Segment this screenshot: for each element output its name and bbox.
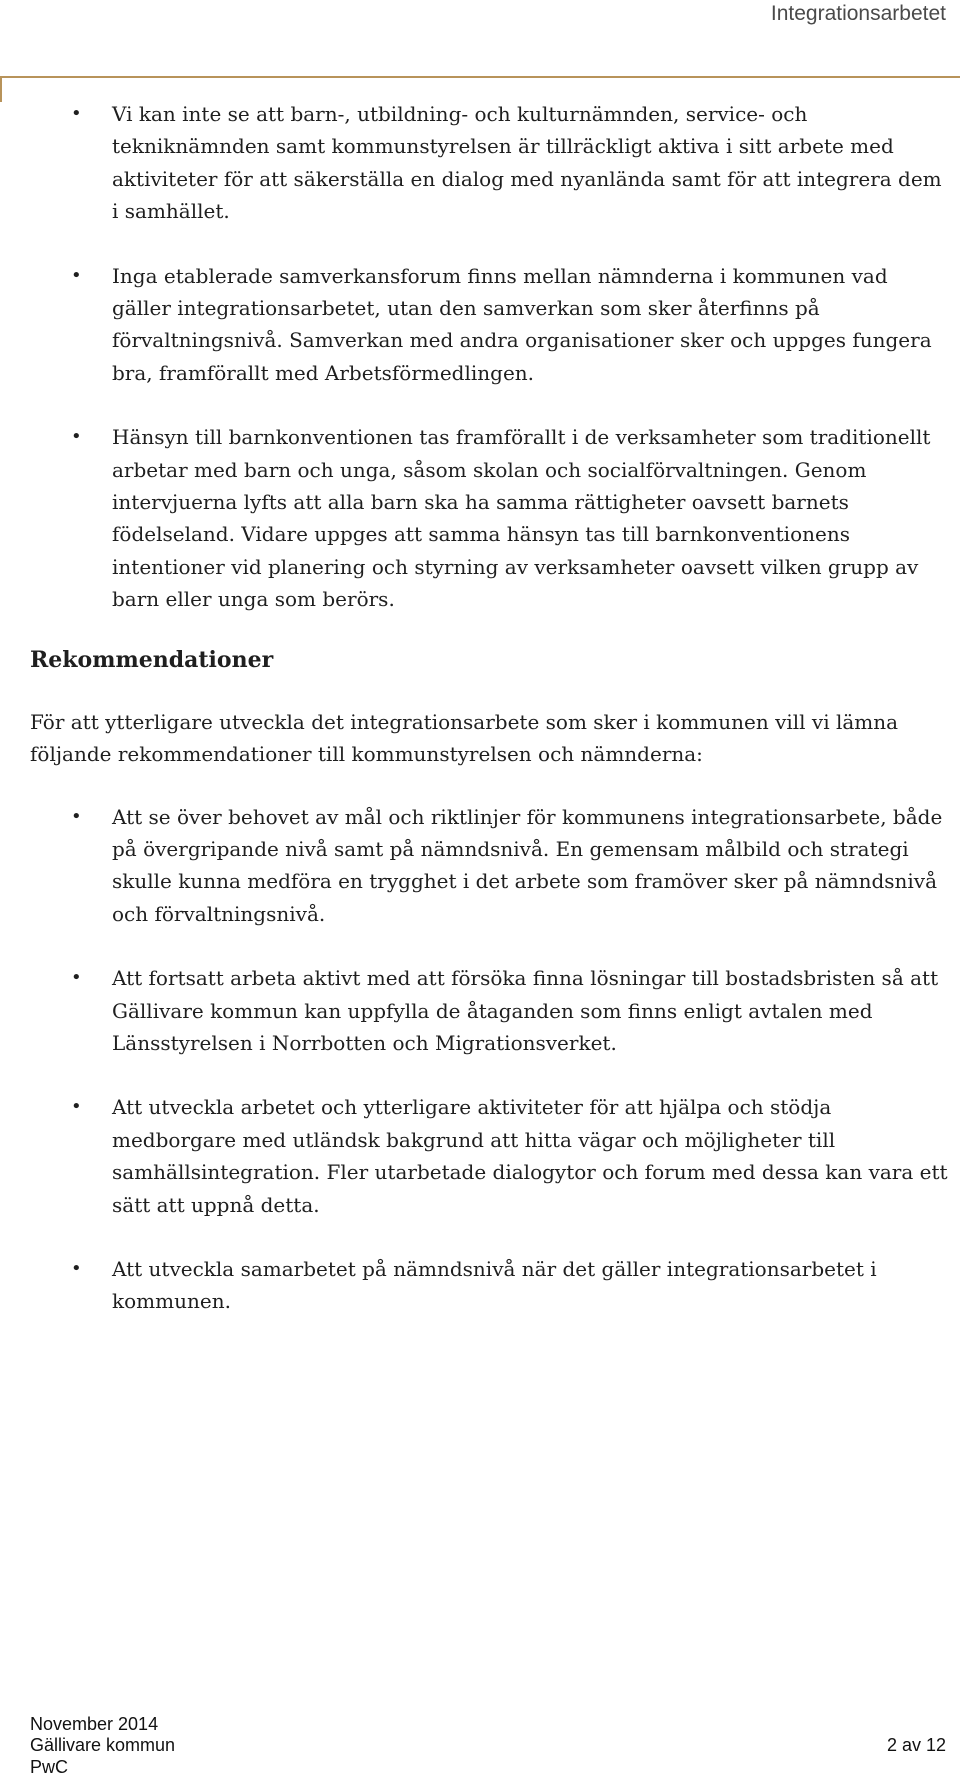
list-item: [30, 1253, 950, 1318]
bullet-icon: •: [71, 264, 82, 286]
list-item-text: Att se över behovet av mål och riktlinjer för kommunens integrationsarbete, både på övergripande nivå samt på nämndsnivå. En gemensam målbild och strategi skulle kunna medföra en trygghet i det arbete som framöver sker på nämndsnivå och förvaltningsnivå.: [112, 804, 943, 926]
page-number: 2 av 12: [886, 1735, 946, 1755]
list-item: [30, 801, 950, 931]
running-header-title: Integrationsarbetet: [770, 2, 946, 25]
list-item-text: Att utveckla arbetet och ytterligare aktiviteter för att hjälpa och stödja medborgare med utländsk bakgrund att hitta vägar och möjligheter till samhällsintegration. Fler utarbetade dialogytor och forum med dessa kan vara ett sätt att uppnå detta.: [112, 1095, 948, 1217]
footer-company: PwC: [30, 1756, 69, 1777]
list-item: [30, 421, 950, 615]
footer-municipality: Gällivare kommun: [30, 1735, 176, 1755]
page-body: [30, 98, 950, 1350]
list-item: [30, 1091, 950, 1221]
page-footer: [30, 1714, 946, 1778]
list-item: [30, 98, 950, 228]
recommendations-list: [30, 801, 950, 1318]
intro-paragraph: För att ytterligare utveckla det integrationsarbete som sker i kommunen vill vi lämna följande rekommendationer till kommunstyrelsen och nämnderna:: [30, 709, 899, 767]
list-item: [30, 260, 950, 390]
bullet-icon: •: [71, 103, 82, 124]
list-item-text: Inga etablerade samverkansforum finns mellan nämnderna i kommunen vad gäller integrationsarbetet, utan den samverkan som sker återfinns på förvaltningsnivå. Samverkan med andra organisationer sker och uppges fungera bra, framförallt med Arbetsförmedlingen.: [112, 263, 932, 385]
list-item-text: Vi kan inte se att barn-, utbildning- och kulturnämnden, service- och tekniknämnden samt kommunstyrelsen är tillräckligt aktiva i sitt arbete med aktiviteter för att säkerställa en dialog med nyanlända samt för att integrera dem i samhället.: [112, 102, 942, 224]
bullet-icon: •: [71, 967, 82, 989]
list-item-text: Att fortsatt arbeta aktivt med att försöka finna lösningar till bostadsbristen så att Gällivare kommun kan uppfylla de åtaganden som finns enligt avtalen med Länsstyrelsen i Norrbotten och Migrationsverket.: [112, 966, 939, 1055]
list-item-text: Hänsyn till barnkonventionen tas framförallt i de verksamheter som traditionellt arbetar med barn och unga, såsom skolan och socialförvaltningen. Genom intervjuerna lyfts att alla barn ska ha samma rättigheter oavsett barnets födelseland. Vidare uppges att samma hänsyn tas till barnkonventionens intentioner vid planering och styrning av verksamheter oavsett vilken grupp av barn eller unga som berörs.: [112, 425, 931, 612]
list-item: [30, 962, 950, 1059]
footer-date: November 2014: [30, 1713, 159, 1734]
list-item-text: Att utveckla samarbetet på nämndsnivå när det gäller integrationsarbetet i kommunen.: [112, 1256, 877, 1314]
bullet-icon: •: [71, 805, 82, 827]
findings-list: [30, 98, 950, 616]
bullet-icon: •: [71, 1257, 82, 1279]
section-heading: Rekommendationer: [30, 646, 274, 673]
bullet-icon: •: [71, 1096, 82, 1118]
header-rule: [0, 76, 960, 78]
bullet-icon: •: [71, 426, 82, 448]
header-corner-mark: [0, 76, 2, 102]
